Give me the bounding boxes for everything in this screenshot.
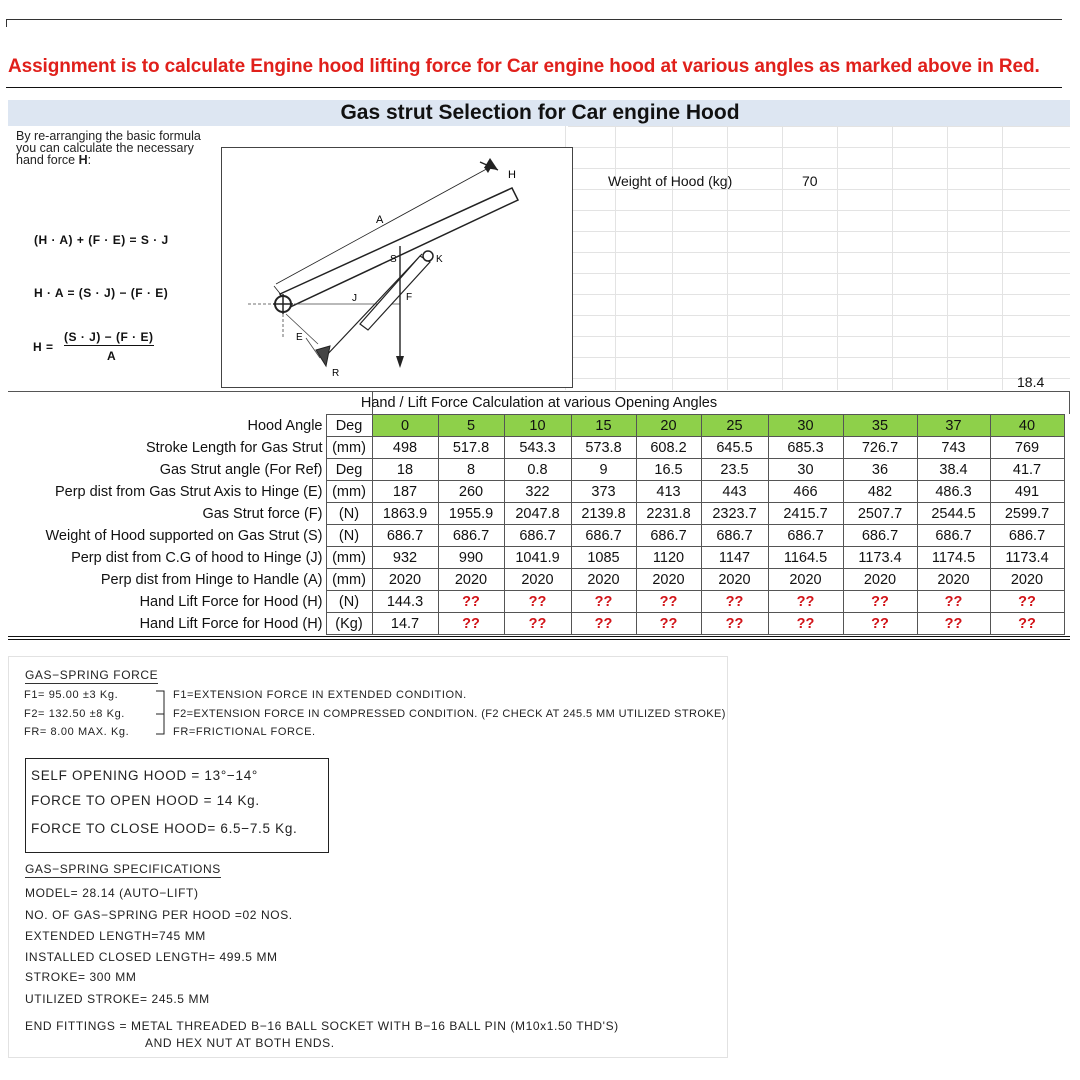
table-cell: 686.7 — [636, 525, 701, 547]
table-cell: 686.7 — [438, 525, 504, 547]
row-unit: (N) — [326, 503, 372, 525]
gas-spring-force-title: GAS−SPRING FORCE — [25, 668, 159, 682]
table-row — [8, 415, 1064, 437]
table-cell: 517.8 — [438, 437, 504, 459]
force-to-open-hood: FORCE TO OPEN HOOD = 14 Kg. — [31, 793, 260, 808]
label-s: S — [390, 254, 397, 265]
force-bracket — [150, 684, 174, 738]
table-cell: 2415.7 — [768, 503, 843, 525]
table-cell: 932 — [372, 547, 438, 569]
table-cell: ?? — [438, 591, 504, 613]
spec-closed-length: INSTALLED CLOSED LENGTH= 499.5 MM — [25, 950, 278, 964]
row-label: Perp dist from Gas Strut Axis to Hinge (E) — [8, 481, 326, 503]
table-cell: 498 — [372, 437, 438, 459]
table-cell: ?? — [843, 591, 917, 613]
table-cell: 30 — [768, 459, 843, 481]
table-cell: 1863.9 — [372, 503, 438, 525]
table-cell: 686.7 — [571, 525, 636, 547]
row-unit: Deg — [326, 415, 372, 437]
table-cell: 10 — [504, 415, 571, 437]
assignment-heading: Assignment is to calculate Engine hood lifting force for Car engine hood at various angles as marked above in Red. — [8, 56, 1040, 77]
table-cell: ?? — [571, 591, 636, 613]
table-cell: ?? — [504, 613, 571, 635]
table-cell: 5 — [438, 415, 504, 437]
table-cell: 322 — [504, 481, 571, 503]
grid-line — [615, 126, 616, 390]
table-cell: 2507.7 — [843, 503, 917, 525]
label-e: E — [296, 332, 303, 343]
spec-model: MODEL= 28.14 (AUTO−LIFT) — [25, 886, 199, 900]
force-to-close-hood: FORCE TO CLOSE HOOD= 6.5−7.5 Kg. — [31, 821, 298, 836]
hood-diagram — [221, 147, 573, 388]
table-cell: 2020 — [571, 569, 636, 591]
table-bottom-rule-2 — [8, 639, 1070, 640]
grid-line — [568, 378, 1070, 379]
spec-stroke: STROKE= 300 MM — [25, 970, 137, 984]
table-cell: 466 — [768, 481, 843, 503]
table-cell: ?? — [843, 613, 917, 635]
sheet-title: Gas strut Selection for Car engine Hood — [340, 101, 740, 124]
table-cell: 486.3 — [917, 481, 990, 503]
table-cell: 990 — [438, 547, 504, 569]
grid-line — [568, 357, 1070, 358]
table-cell: 686.7 — [701, 525, 768, 547]
table-cell: ?? — [571, 613, 636, 635]
table-cell: 686.7 — [917, 525, 990, 547]
table-cell: 482 — [843, 481, 917, 503]
grid-line — [947, 126, 948, 390]
table-cell: 2599.7 — [990, 503, 1064, 525]
grid-line — [568, 315, 1070, 316]
grid-line — [672, 126, 673, 390]
grid-line — [568, 189, 1070, 190]
table-cell: 15 — [571, 415, 636, 437]
row-label: Gas Strut force (F) — [8, 503, 326, 525]
table-cell: 2020 — [636, 569, 701, 591]
grid-line — [782, 126, 783, 390]
spec-extended-length: EXTENDED LENGTH=745 MM — [25, 929, 206, 943]
table-cell: 686.7 — [768, 525, 843, 547]
table-cell: 187 — [372, 481, 438, 503]
row-unit: (N) — [326, 525, 372, 547]
table-cell: 373 — [571, 481, 636, 503]
table-cell: 1173.4 — [990, 547, 1064, 569]
table-cell: 413 — [636, 481, 701, 503]
formula-3-numerator: (S · J) − (F · E) — [64, 330, 154, 344]
row-unit: Deg — [326, 459, 372, 481]
grid-line — [568, 252, 1070, 253]
row-unit: (mm) — [326, 481, 372, 503]
calc-table-title: Hand / Lift Force Calculation at various Opening Angles — [8, 391, 1070, 414]
table-cell: 543.3 — [504, 437, 571, 459]
row-unit: (Kg) — [326, 613, 372, 635]
table-cell: 1041.9 — [504, 547, 571, 569]
table-cell: ?? — [636, 613, 701, 635]
spec-end-fittings: END FITTINGS = METAL THREADED B−16 BALL SOCKET WITH B−16 BALL PIN (M10x1.50 THD'S) — [25, 1019, 619, 1033]
table-cell: ?? — [768, 591, 843, 613]
grid-line — [568, 210, 1070, 211]
table-cell: 686.7 — [372, 525, 438, 547]
table-cell: 2020 — [843, 569, 917, 591]
table-cell: 9 — [571, 459, 636, 481]
table-cell: 443 — [701, 481, 768, 503]
table-cell: 2020 — [768, 569, 843, 591]
formula-intro-line: hand force H: — [16, 153, 92, 167]
table-cell: 14.7 — [372, 613, 438, 635]
table-cell: 2020 — [701, 569, 768, 591]
table-cell: 23.5 — [701, 459, 768, 481]
row-unit: (mm) — [326, 437, 372, 459]
formula-intro-line: you can calculate the necessary — [16, 141, 194, 155]
table-row — [8, 547, 1064, 569]
table-cell: 2020 — [990, 569, 1064, 591]
table-cell: ?? — [701, 591, 768, 613]
label-r: R — [332, 368, 340, 379]
table-row — [8, 437, 1064, 459]
formula-2: H · A = (S · J) − (F · E) — [34, 286, 169, 300]
table-cell: 40 — [990, 415, 1064, 437]
table-cell: 20 — [636, 415, 701, 437]
top-rule — [6, 19, 1062, 20]
force-f2-value: F2= 132.50 ±8 Kg. — [24, 708, 125, 720]
grid-line — [568, 147, 1070, 148]
table-cell: 8 — [438, 459, 504, 481]
hood-weight-label: Weight of Hood (kg) — [608, 173, 733, 189]
table-cell: 144.3 — [372, 591, 438, 613]
extra-value: 18.4 — [1017, 374, 1045, 390]
table-cell: 1174.5 — [917, 547, 990, 569]
label-h: H — [508, 169, 516, 181]
label-k: K — [436, 254, 443, 265]
grid-line — [568, 168, 1070, 169]
table-cell: 2020 — [917, 569, 990, 591]
spec-end-fittings-cont: AND HEX NUT AT BOTH ENDS. — [145, 1036, 335, 1050]
table-row — [8, 525, 1064, 547]
table-cell: 685.3 — [768, 437, 843, 459]
grid-line — [568, 231, 1070, 232]
heading-rule — [6, 87, 1062, 88]
row-label: Perp dist from Hinge to Handle (A) — [8, 569, 326, 591]
table-cell: 36 — [843, 459, 917, 481]
table-cell: 25 — [701, 415, 768, 437]
table-row — [8, 481, 1064, 503]
force-f2-desc: F2=EXTENSION FORCE IN COMPRESSED CONDITION. (F2 CHECK AT 245.5 MM UTILIZED STROKE) — [173, 708, 726, 720]
row-unit: (mm) — [326, 569, 372, 591]
formula-3-lhs: H = — [33, 340, 54, 354]
table-cell: 35 — [843, 415, 917, 437]
table-cell: 1085 — [571, 547, 636, 569]
table-cell: ?? — [504, 591, 571, 613]
table-cell: 2020 — [438, 569, 504, 591]
table-cell: 260 — [438, 481, 504, 503]
row-label: Gas Strut angle (For Ref) — [8, 459, 326, 481]
hood-diagram-svg — [222, 148, 572, 387]
grid-line — [568, 336, 1070, 337]
table-cell: 645.5 — [701, 437, 768, 459]
table-cell: ?? — [917, 613, 990, 635]
table-cell: 0 — [372, 415, 438, 437]
table-cell: 686.7 — [990, 525, 1064, 547]
table-row — [8, 591, 1064, 613]
grid-line — [568, 126, 1070, 127]
grid-line — [1002, 126, 1003, 390]
label-j: J — [352, 293, 357, 304]
row-label: Hand Lift Force for Hood (H) — [8, 591, 326, 613]
table-cell: 2231.8 — [636, 503, 701, 525]
table-cell: 573.8 — [571, 437, 636, 459]
row-unit: (mm) — [326, 547, 372, 569]
table-cell: 769 — [990, 437, 1064, 459]
grid-line — [568, 273, 1070, 274]
top-rule-tick — [6, 19, 7, 27]
calc-table — [8, 414, 1065, 635]
label-a: A — [376, 214, 384, 226]
table-cell: 1164.5 — [768, 547, 843, 569]
table-bottom-rule — [8, 636, 1070, 637]
gas-spring-spec-title: GAS−SPRING SPECIFICATIONS — [25, 862, 221, 876]
table-cell: 686.7 — [843, 525, 917, 547]
table-cell: ?? — [917, 591, 990, 613]
force-fr-value: FR= 8.00 MAX. Kg. — [24, 726, 130, 738]
formula-1: (H · A) + (F · E) = S · J — [34, 233, 169, 247]
grid-line — [727, 126, 728, 390]
row-label: Hand Lift Force for Hood (H) — [8, 613, 326, 635]
table-cell: 1173.4 — [843, 547, 917, 569]
table-cell: 30 — [768, 415, 843, 437]
table-cell: 2020 — [372, 569, 438, 591]
table-cell: ?? — [990, 591, 1064, 613]
table-cell: 686.7 — [504, 525, 571, 547]
hood-weight-value: 70 — [802, 173, 818, 189]
grid-line — [892, 126, 893, 390]
table-cell: ?? — [990, 613, 1064, 635]
table-row — [8, 503, 1064, 525]
formula-intro — [16, 130, 201, 166]
label-f: F — [406, 292, 413, 303]
force-f1-desc: F1=EXTENSION FORCE IN EXTENDED CONDITION. — [173, 689, 467, 701]
formula-3-denominator: A — [107, 349, 117, 363]
force-f1-value: F1= 95.00 ±3 Kg. — [24, 689, 119, 701]
spec-count: NO. OF GAS−SPRING PER HOOD =02 NOS. — [25, 908, 293, 922]
table-cell: 16.5 — [636, 459, 701, 481]
table-cell: 2139.8 — [571, 503, 636, 525]
table-cell: 726.7 — [843, 437, 917, 459]
table-cell: 1120 — [636, 547, 701, 569]
grid-line — [837, 126, 838, 390]
table-cell: 743 — [917, 437, 990, 459]
table-cell: 41.7 — [990, 459, 1064, 481]
table-row — [8, 459, 1064, 481]
table-cell: 2020 — [504, 569, 571, 591]
row-unit: (N) — [326, 591, 372, 613]
table-cell: 18 — [372, 459, 438, 481]
table-cell: 1147 — [701, 547, 768, 569]
table-cell: 608.2 — [636, 437, 701, 459]
table-cell: ?? — [701, 613, 768, 635]
force-fr-desc: FR=FRICTIONAL FORCE. — [173, 726, 316, 738]
self-opening-hood: SELF OPENING HOOD = 13°−14° — [31, 768, 259, 783]
table-row — [8, 613, 1064, 635]
table-cell: 38.4 — [917, 459, 990, 481]
table-row — [8, 569, 1064, 591]
table-cell: ?? — [438, 613, 504, 635]
spec-utilized-stroke: UTILIZED STROKE= 245.5 MM — [25, 992, 210, 1006]
table-cell: 37 — [917, 415, 990, 437]
formula-intro-line: By re-arranging the basic formula — [16, 129, 201, 143]
row-label: Weight of Hood supported on Gas Strut (S) — [8, 525, 326, 547]
table-cell: ?? — [636, 591, 701, 613]
table-cell: 2047.8 — [504, 503, 571, 525]
table-cell: 1955.9 — [438, 503, 504, 525]
table-cell: 2544.5 — [917, 503, 990, 525]
row-label: Perp dist from C.G of hood to Hinge (J) — [8, 547, 326, 569]
strut-mount-icon — [316, 346, 330, 366]
table-cell: 2323.7 — [701, 503, 768, 525]
table-cell: 491 — [990, 481, 1064, 503]
grid-line — [568, 294, 1070, 295]
row-label: Stroke Length for Gas Strut — [8, 437, 326, 459]
table-cell: 0.8 — [504, 459, 571, 481]
table-cell: ?? — [768, 613, 843, 635]
row-label: Hood Angle — [8, 415, 326, 437]
